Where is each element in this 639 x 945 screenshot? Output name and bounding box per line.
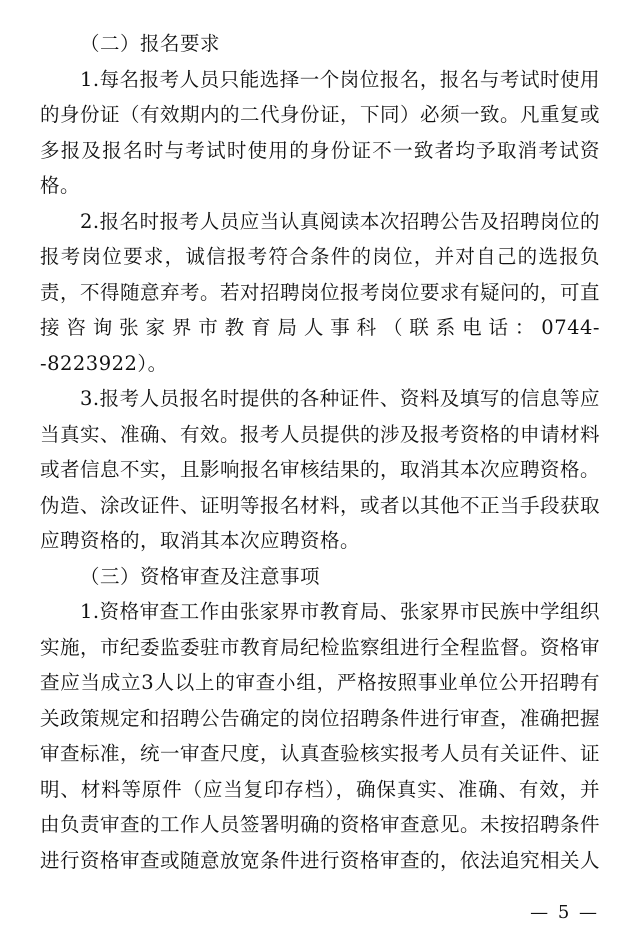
document-body bbox=[40, 26, 600, 878]
page-number: — 5 — bbox=[530, 902, 599, 923]
paragraph-read-announcement: 2.报名时报考人员应当认真阅读本次招聘公告及招聘岗位的报考岗位要求，诚信报考符合条件的岗位，并对自己的选报负责，不得随意弃考。若对招聘岗位报考岗位要求有疑问的，可直接咨询张家界市教育局人事科（联系电话：0744--8223922）。 bbox=[40, 209, 601, 375]
paragraph-one-position-only: 1.每名报考人员只能选择一个岗位报名，报名与考试时使用的身份证（有效期内的二代身份证，下同）必须一致。凡重复或多报及报名时与考试时使用的身份证不一致者均予取消考试资格。 bbox=[40, 67, 601, 197]
section-heading-qualification-review: （三）资格审查及注意事项 bbox=[80, 564, 321, 588]
paragraph-qualification-review-process: 1.资格审查工作由张家界市教育局、张家界市民族中学组织实施，市纪委监委驻市教育局纪检监察组进行全程监督。资格审查应当成立3人以上的审查小组，严格按照事业单位公开招聘有关政策规定和招聘公告确定的岗位招聘条件进行审查，准确把握审查标准，统一审查尺度，认真查验核实报考人员有关证件、证明、材料等原件（应当复印存档），确保真实、准确、有效，并由负责审查的工作人员签署明确的资格审查意见。未按招聘条件进行资格审查或随意放宽条件进行资格审查的，依法追究相关人 bbox=[40, 600, 601, 872]
section-heading-registration-requirements: （二）报名要求 bbox=[80, 32, 221, 55]
paragraph-truthful-information: 3.报考人员报名时提供的各种证件、资料及填写的信息等应当真实、准确、有效。报考人员提供的涉及报考资格的申请材料或者信息不实，且影响报名审核结果的，取消其本次应聘资格。伪造、涂改证件、证明等报名材料，或者以其他不正当手段获取应聘资格的，取消其本次应聘资格。 bbox=[40, 387, 601, 552]
